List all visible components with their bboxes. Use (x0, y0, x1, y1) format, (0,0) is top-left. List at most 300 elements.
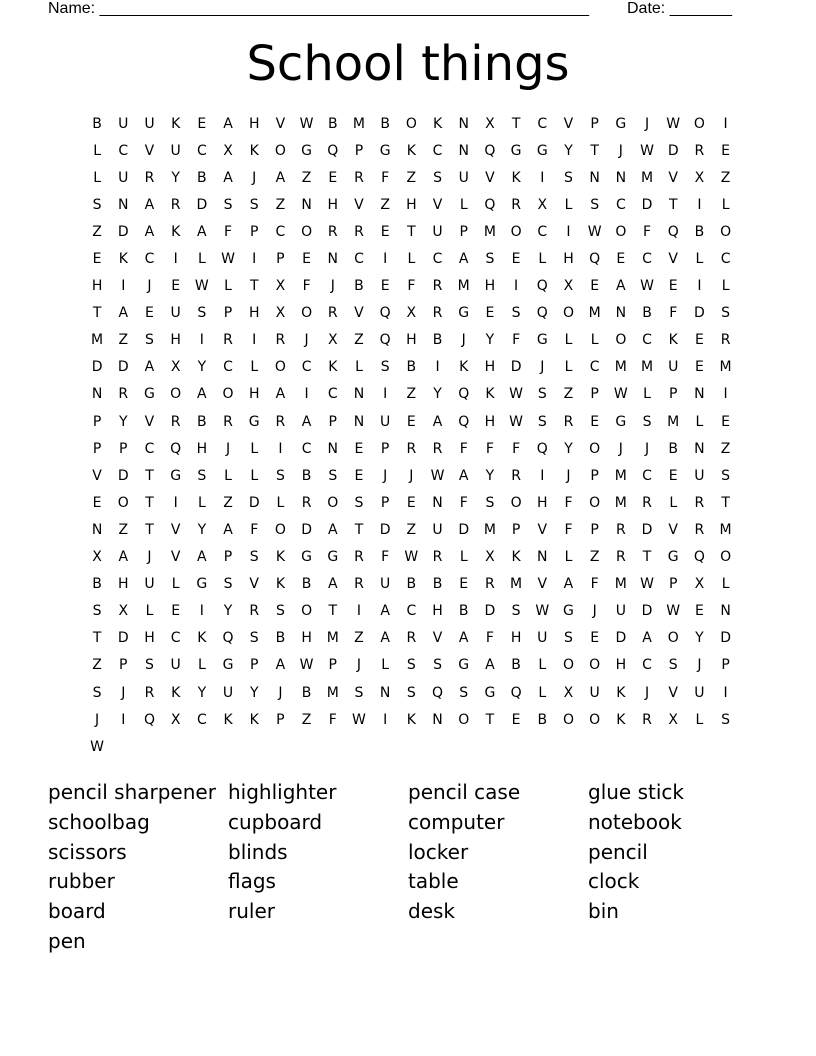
grid-letter[interactable]: O (720, 549, 732, 566)
grid-letter[interactable]: Q (458, 413, 470, 430)
grid-letter[interactable]: A (458, 630, 469, 647)
grid-letter[interactable]: P (354, 142, 364, 159)
grid-letter[interactable]: O (667, 630, 679, 647)
grid-letter[interactable]: R (275, 332, 286, 349)
grid-letter[interactable]: V (249, 576, 259, 593)
grid-letter[interactable]: A (118, 549, 129, 566)
grid-letter[interactable]: F (564, 521, 573, 538)
grid-letter[interactable]: L (564, 359, 573, 376)
grid-letter[interactable]: D (117, 630, 129, 647)
grid-letter[interactable]: Q (170, 440, 182, 457)
grid-letter[interactable]: O (720, 223, 732, 240)
grid-letter[interactable]: L (276, 494, 285, 511)
grid-letter[interactable]: R (223, 332, 233, 349)
grid-letter[interactable]: K (511, 169, 521, 186)
grid-letter[interactable]: U (694, 467, 705, 484)
grid-letter[interactable]: P (590, 386, 599, 403)
grid-letter[interactable]: Z (118, 332, 129, 349)
grid-letter[interactable]: I (278, 440, 283, 457)
grid-letter[interactable]: Z (406, 169, 417, 186)
grid-letter[interactable]: U (615, 603, 626, 620)
grid-letter[interactable]: P (459, 223, 468, 240)
grid-letter[interactable]: A (223, 169, 233, 186)
grid-letter[interactable]: L (695, 251, 704, 268)
grid-letter[interactable]: F (512, 440, 521, 457)
grid-letter[interactable]: G (563, 603, 574, 620)
grid-letter[interactable]: U (589, 684, 600, 701)
grid-letter[interactable]: C (615, 196, 626, 213)
grid-letter[interactable]: D (379, 521, 391, 538)
grid-letter[interactable]: S (433, 169, 442, 186)
grid-letter[interactable]: K (275, 549, 285, 566)
grid-letter[interactable]: B (301, 467, 312, 484)
grid-letter[interactable]: H (248, 115, 260, 132)
grid-letter[interactable]: S (537, 413, 547, 430)
grid-letter[interactable]: S (511, 603, 521, 620)
grid-letter[interactable]: C (354, 251, 364, 268)
grid-letter[interactable]: L (459, 196, 468, 213)
grid-letter[interactable]: N (694, 440, 705, 457)
grid-letter[interactable]: K (275, 576, 285, 593)
grid-letter[interactable]: S (275, 603, 285, 620)
grid-letter[interactable]: J (252, 169, 257, 186)
grid-letter[interactable]: J (461, 332, 466, 349)
grid-letter[interactable]: S (668, 657, 678, 674)
grid-letter[interactable]: N (615, 169, 627, 186)
grid-letter[interactable]: D (694, 305, 705, 322)
grid-letter[interactable]: H (537, 494, 548, 511)
grid-letter[interactable]: A (144, 359, 155, 376)
grid-letter[interactable]: J (592, 603, 597, 620)
grid-letter[interactable]: W (613, 386, 628, 403)
grid-letter[interactable]: V (485, 169, 495, 186)
grid-letter[interactable]: R (432, 305, 443, 322)
grid-letter[interactable]: N (301, 196, 312, 213)
grid-letter[interactable]: R (170, 196, 181, 213)
grid-letter[interactable]: A (223, 521, 233, 538)
grid-letter[interactable]: T (354, 521, 364, 538)
grid-letter[interactable]: O (327, 494, 339, 511)
grid-letter[interactable]: I (383, 251, 388, 268)
grid-letter[interactable]: C (537, 115, 548, 132)
grid-letter[interactable]: K (171, 684, 181, 701)
grid-letter[interactable]: Z (406, 521, 417, 538)
grid-letter[interactable]: E (92, 494, 102, 511)
grid-letter[interactable]: H (484, 278, 496, 295)
grid-letter[interactable]: T (328, 603, 338, 620)
grid-letter[interactable]: R (406, 440, 417, 457)
grid-letter[interactable]: V (668, 169, 678, 186)
grid-letter[interactable]: Z (406, 386, 417, 403)
grid-letter[interactable]: A (458, 251, 469, 268)
grid-letter[interactable]: X (694, 576, 705, 593)
grid-letter[interactable]: M (640, 359, 654, 376)
grid-letter[interactable]: E (590, 413, 600, 430)
grid-letter[interactable]: Q (458, 386, 470, 403)
grid-letter[interactable]: L (197, 251, 206, 268)
grid-letter[interactable]: E (171, 278, 181, 295)
grid-letter[interactable]: F (407, 278, 416, 295)
grid-letter[interactable]: P (328, 657, 337, 674)
grid-letter[interactable]: W (194, 278, 209, 295)
grid-letter[interactable]: G (458, 305, 470, 322)
grid-letter[interactable]: X (223, 142, 233, 159)
grid-letter[interactable]: U (118, 115, 129, 132)
grid-letter[interactable]: R (223, 413, 233, 430)
grid-letter[interactable]: I (199, 332, 204, 349)
grid-letter[interactable]: T (145, 467, 154, 484)
grid-letter[interactable]: F (250, 521, 259, 538)
grid-letter[interactable]: E (380, 278, 390, 295)
grid-letter[interactable]: S (249, 196, 259, 213)
grid-letter[interactable]: N (615, 305, 627, 322)
grid-letter[interactable]: R (354, 169, 364, 186)
grid-letter[interactable]: A (144, 196, 155, 213)
grid-letter[interactable]: X (563, 278, 574, 295)
grid-letter[interactable]: L (197, 494, 206, 511)
grid-letter[interactable]: D (91, 359, 103, 376)
grid-letter[interactable]: C (118, 142, 129, 159)
grid-letter[interactable]: E (721, 142, 731, 159)
grid-letter[interactable]: E (721, 413, 731, 430)
grid-letter[interactable]: R (170, 413, 181, 430)
grid-letter[interactable]: I (697, 196, 702, 213)
grid-letter[interactable]: A (275, 657, 286, 674)
grid-letter[interactable]: A (118, 305, 129, 322)
grid-letter[interactable]: U (118, 169, 129, 186)
grid-letter[interactable]: R (144, 684, 155, 701)
grid-letter[interactable]: F (485, 440, 494, 457)
grid-letter[interactable]: R (563, 413, 574, 430)
grid-letter[interactable]: N (353, 413, 365, 430)
grid-letter[interactable]: Q (327, 142, 339, 159)
grid-letter[interactable]: C (327, 386, 338, 403)
grid-letter[interactable]: Q (667, 223, 679, 240)
grid-letter[interactable]: Z (354, 630, 364, 647)
grid-letter[interactable]: V (432, 630, 443, 647)
grid-letter[interactable]: O (562, 657, 574, 674)
grid-letter[interactable]: N (432, 494, 443, 511)
grid-letter[interactable]: Q (432, 684, 444, 701)
grid-letter[interactable]: F (381, 549, 390, 566)
grid-letter[interactable]: L (407, 251, 416, 268)
grid-letter[interactable]: J (618, 142, 623, 159)
grid-letter[interactable]: V (563, 115, 574, 132)
grid-letter[interactable]: I (697, 278, 702, 295)
grid-letter[interactable]: I (540, 467, 545, 484)
grid-letter[interactable]: R (301, 494, 312, 511)
grid-letter[interactable]: C (537, 223, 548, 240)
grid-letter[interactable]: N (720, 603, 731, 620)
grid-letter[interactable]: Y (564, 142, 573, 159)
grid-letter[interactable]: R (144, 169, 155, 186)
grid-letter[interactable]: W (430, 467, 445, 484)
grid-letter[interactable]: S (249, 630, 259, 647)
grid-letter[interactable]: E (406, 494, 416, 511)
grid-letter[interactable]: W (221, 251, 235, 268)
grid-letter[interactable]: N (327, 440, 339, 457)
grid-letter[interactable]: L (538, 657, 547, 674)
grid-letter[interactable]: Z (275, 196, 286, 213)
grid-letter[interactable]: C (196, 711, 207, 728)
grid-letter[interactable]: E (380, 223, 390, 240)
grid-letter[interactable]: I (252, 332, 257, 349)
grid-letter[interactable]: C (275, 223, 286, 240)
grid-letter[interactable]: M (667, 413, 680, 430)
grid-letter[interactable]: J (644, 115, 650, 132)
grid-letter[interactable]: C (301, 440, 312, 457)
grid-letter[interactable]: M (614, 494, 627, 511)
grid-letter[interactable]: R (406, 630, 417, 647)
grid-letter[interactable]: S (145, 657, 154, 674)
grid-letter[interactable]: A (327, 521, 338, 538)
grid-letter[interactable]: H (484, 359, 496, 376)
grid-letter[interactable]: V (668, 521, 678, 538)
grid-letter[interactable]: E (485, 305, 495, 322)
grid-letter[interactable]: X (327, 332, 338, 349)
grid-letter[interactable]: M (483, 223, 496, 240)
grid-letter[interactable]: J (95, 711, 100, 728)
grid-letter[interactable]: M (614, 576, 627, 593)
grid-letter[interactable]: O (274, 142, 286, 159)
grid-letter[interactable]: L (250, 440, 259, 457)
grid-letter[interactable]: M (719, 359, 732, 376)
grid-letter[interactable]: T (407, 223, 416, 240)
grid-letter[interactable]: W (640, 576, 654, 593)
grid-letter[interactable]: L (171, 576, 180, 593)
grid-letter[interactable]: S (354, 684, 364, 701)
grid-letter[interactable]: Z (563, 386, 574, 403)
grid-letter[interactable]: E (694, 359, 704, 376)
grid-letter[interactable]: L (197, 657, 206, 674)
grid-letter[interactable]: J (147, 278, 152, 295)
grid-letter[interactable]: T (642, 549, 652, 566)
grid-letter[interactable]: R (327, 223, 338, 240)
grid-letter[interactable]: X (275, 305, 286, 322)
grid-letter[interactable]: E (145, 305, 154, 322)
grid-letter[interactable]: N (694, 386, 705, 403)
grid-letter[interactable]: N (432, 711, 443, 728)
grid-letter[interactable]: R (694, 521, 705, 538)
grid-letter[interactable]: Z (720, 440, 731, 457)
grid-letter[interactable]: P (223, 305, 233, 322)
grid-letter[interactable]: D (196, 196, 208, 213)
grid-letter[interactable]: V (144, 142, 155, 159)
date-field-label[interactable]: Date: _______ (627, 0, 732, 17)
grid-letter[interactable]: L (590, 332, 599, 349)
grid-letter[interactable]: S (92, 603, 102, 620)
grid-letter[interactable]: A (380, 630, 390, 647)
grid-letter[interactable]: R (485, 576, 495, 593)
grid-letter[interactable]: C (589, 359, 600, 376)
grid-letter[interactable]: M (614, 359, 627, 376)
grid-letter[interactable]: A (301, 413, 312, 430)
grid-letter[interactable]: D (720, 630, 731, 647)
grid-letter[interactable]: H (327, 196, 339, 213)
grid-letter[interactable]: H (406, 332, 417, 349)
grid-letter[interactable]: R (327, 305, 338, 322)
grid-letter[interactable]: I (121, 711, 126, 728)
grid-letter[interactable]: M (510, 576, 523, 593)
grid-letter[interactable]: B (537, 711, 548, 728)
grid-letter[interactable]: P (380, 494, 390, 511)
grid-letter[interactable]: F (459, 494, 468, 511)
grid-letter[interactable]: B (694, 223, 705, 240)
grid-letter[interactable]: Y (119, 413, 128, 430)
grid-letter[interactable]: T (145, 521, 154, 538)
grid-letter[interactable]: M (614, 467, 627, 484)
grid-letter[interactable]: D (248, 494, 260, 511)
grid-letter[interactable]: E (511, 251, 521, 268)
grid-letter[interactable]: N (353, 386, 365, 403)
grid-letter[interactable]: O (405, 115, 417, 132)
grid-letter[interactable]: R (615, 521, 626, 538)
grid-letter[interactable]: F (224, 223, 233, 240)
grid-letter[interactable]: S (564, 630, 573, 647)
grid-letter[interactable]: E (668, 278, 678, 295)
grid-letter[interactable]: D (510, 359, 522, 376)
grid-letter[interactable]: N (91, 386, 103, 403)
grid-letter[interactable]: Y (197, 359, 207, 376)
grid-letter[interactable]: I (723, 684, 728, 701)
grid-letter[interactable]: B (197, 169, 207, 186)
grid-letter[interactable]: K (668, 332, 678, 349)
grid-letter[interactable]: B (327, 115, 338, 132)
grid-letter[interactable]: L (355, 359, 363, 376)
grid-letter[interactable]: U (537, 630, 548, 647)
grid-letter[interactable]: G (170, 467, 182, 484)
grid-letter[interactable]: X (118, 603, 129, 620)
grid-letter[interactable]: W (90, 738, 105, 755)
grid-letter[interactable]: B (92, 576, 102, 593)
grid-letter[interactable]: P (590, 115, 599, 132)
grid-letter[interactable]: S (511, 305, 521, 322)
grid-letter[interactable]: X (668, 711, 679, 728)
grid-letter[interactable]: C (642, 251, 652, 268)
grid-letter[interactable]: M (640, 169, 654, 186)
grid-letter[interactable]: O (615, 223, 627, 240)
grid-letter[interactable]: T (511, 115, 521, 132)
grid-letter[interactable]: I (173, 251, 178, 268)
grid-letter[interactable]: Y (223, 603, 233, 620)
grid-letter[interactable]: Y (249, 684, 259, 701)
grid-letter[interactable]: L (145, 603, 154, 620)
grid-letter[interactable]: N (327, 251, 339, 268)
grid-letter[interactable]: U (458, 169, 469, 186)
grid-letter[interactable]: G (536, 142, 548, 159)
grid-letter[interactable]: B (92, 115, 102, 132)
grid-letter[interactable]: V (170, 549, 181, 566)
word-search-grid[interactable] (84, 110, 739, 760)
grid-letter[interactable]: N (118, 196, 129, 213)
grid-letter[interactable]: S (197, 305, 207, 322)
grid-letter[interactable]: W (666, 115, 681, 132)
grid-letter[interactable]: L (643, 386, 651, 403)
grid-letter[interactable]: X (406, 305, 417, 322)
grid-letter[interactable]: P (328, 413, 337, 430)
grid-letter[interactable]: P (276, 711, 285, 728)
grid-letter[interactable]: J (644, 440, 650, 457)
grid-letter[interactable]: O (274, 359, 286, 376)
grid-letter[interactable]: L (459, 549, 468, 566)
grid-letter[interactable]: L (721, 196, 730, 213)
grid-letter[interactable]: V (354, 305, 364, 322)
grid-letter[interactable]: O (589, 494, 601, 511)
grid-letter[interactable]: F (381, 169, 390, 186)
grid-letter[interactable]: M (483, 521, 496, 538)
grid-letter[interactable]: C (144, 251, 155, 268)
grid-letter[interactable]: B (458, 603, 469, 620)
grid-letter[interactable]: C (144, 440, 155, 457)
grid-letter[interactable]: R (249, 603, 260, 620)
grid-letter[interactable]: M (719, 521, 732, 538)
grid-letter[interactable]: L (250, 359, 259, 376)
grid-letter[interactable]: L (721, 278, 730, 295)
grid-letter[interactable]: J (121, 684, 126, 701)
grid-letter[interactable]: V (170, 521, 181, 538)
grid-letter[interactable]: C (642, 332, 652, 349)
grid-letter[interactable]: T (590, 142, 599, 159)
grid-letter[interactable]: J (225, 440, 231, 457)
grid-letter[interactable]: H (563, 251, 574, 268)
grid-letter[interactable]: S (590, 196, 600, 213)
grid-letter[interactable]: O (589, 711, 601, 728)
grid-letter[interactable]: B (275, 630, 286, 647)
grid-letter[interactable]: R (354, 223, 364, 240)
grid-letter[interactable]: V (275, 115, 286, 132)
grid-letter[interactable]: H (196, 440, 208, 457)
grid-letter[interactable]: X (485, 115, 495, 132)
grid-letter[interactable]: U (170, 305, 181, 322)
grid-letter[interactable]: U (170, 142, 181, 159)
grid-letter[interactable]: Z (354, 332, 364, 349)
grid-letter[interactable]: K (616, 684, 626, 701)
grid-letter[interactable]: F (302, 278, 311, 295)
grid-letter[interactable]: Q (379, 332, 391, 349)
grid-letter[interactable]: G (458, 657, 470, 674)
grid-letter[interactable]: E (302, 251, 312, 268)
grid-letter[interactable]: U (432, 223, 443, 240)
grid-letter[interactable]: E (511, 711, 521, 728)
grid-letter[interactable]: S (223, 196, 233, 213)
grid-letter[interactable]: R (694, 142, 705, 159)
grid-letter[interactable]: Z (720, 169, 731, 186)
grid-letter[interactable]: B (380, 115, 390, 132)
grid-letter[interactable]: B (354, 278, 364, 295)
grid-letter[interactable]: J (566, 467, 571, 484)
grid-letter[interactable]: P (249, 657, 259, 674)
grid-letter[interactable]: Y (197, 684, 207, 701)
grid-letter[interactable]: U (170, 657, 181, 674)
grid-letter[interactable]: S (249, 549, 259, 566)
grid-letter[interactable]: E (92, 251, 102, 268)
grid-letter[interactable]: V (92, 467, 102, 484)
grid-letter[interactable]: M (91, 332, 104, 349)
grid-letter[interactable]: V (668, 684, 678, 701)
grid-letter[interactable]: W (509, 386, 524, 403)
grid-letter[interactable]: A (642, 630, 652, 647)
grid-letter[interactable]: J (409, 467, 414, 484)
grid-letter[interactable]: O (274, 521, 286, 538)
grid-letter[interactable]: V (144, 413, 155, 430)
grid-letter[interactable]: A (485, 657, 495, 674)
grid-letter[interactable]: G (667, 549, 679, 566)
grid-letter[interactable]: S (275, 467, 285, 484)
grid-letter[interactable]: W (535, 603, 550, 620)
grid-letter[interactable]: E (590, 278, 600, 295)
grid-letter[interactable]: W (299, 657, 314, 674)
grid-letter[interactable]: L (564, 332, 573, 349)
